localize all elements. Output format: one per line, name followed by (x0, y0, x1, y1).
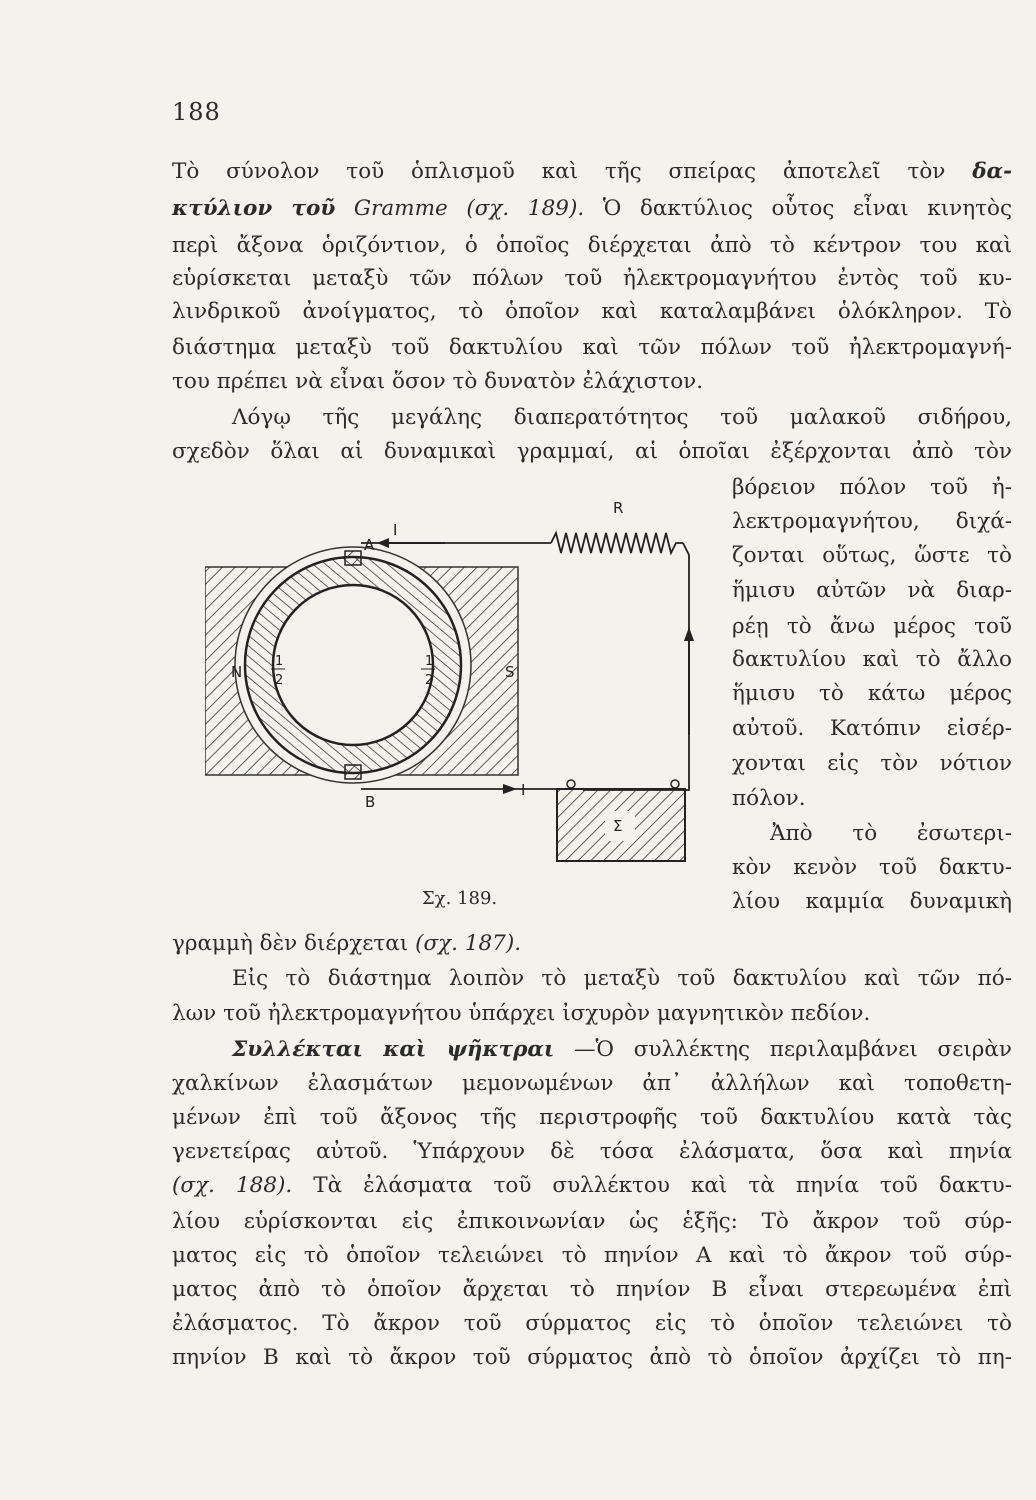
label-sigma: Σ (613, 817, 623, 835)
text-line: ζονται οὕτως, ὥστε τὸ (732, 543, 1012, 568)
text-line: σχεδὸν ὅλαι αἱ δυναμικαὶ γραμμαί, αἱ ὁποῖαι ἐξέρχονται ἀπὸ τὸν (172, 439, 1012, 464)
label-S: S (505, 663, 515, 681)
brush-a (345, 551, 361, 565)
text-line: (σχ. 188). Τὰ ἐλάσματα τοῦ συλλέκτου καὶ τὰ πηνία τοῦ δακτυ- (172, 1173, 1012, 1198)
label-half-left-num: 1 (275, 654, 284, 669)
term-bold: κτύλιον τοῦ (172, 196, 336, 221)
arrow-top-head (377, 538, 389, 548)
arrow-up-head (684, 627, 694, 641)
text-line: ρέῃ τὸ ἄνω μέρος τοῦ (732, 614, 1012, 639)
text-line: πόλον. (732, 786, 806, 811)
text-line: του πρέπει νὰ εἶναι ὅσον τὸ δυνατὸν ἐλάχιστον. (172, 369, 704, 394)
text-line: βόρειον πόλον τοῦ ἠ- (732, 475, 1012, 500)
text-line: χαλκίνων ἐλασμάτων μεμονωμένων ἀπ᾽ ἀλλήλων καὶ τοποθετη- (172, 1071, 1012, 1096)
text-line: λινδρικοῦ ἀνοίγματος, τὸ ὁποῖον καὶ καταλαμβάνει ὁλόκληρον. Τὸ (172, 299, 1012, 324)
label-half-left-den: 2 (275, 673, 284, 688)
section-heading: Συλλέκται καὶ ψῆκτραι (232, 1037, 555, 1062)
text-line: λων τοῦ ἠλεκτρομαγνήτου ὑπάρχει ἰσχυρὸν μαγνητικὸν πεδίον. (172, 1001, 871, 1026)
figure-caption: Σχ. 189. (422, 888, 498, 909)
arrow-bottom-head (503, 784, 517, 794)
figure-ref: (σχ. 187). (415, 931, 522, 956)
text-line: χονται εἰς τὸν νότιον (732, 751, 1012, 776)
label-I-top: I (393, 521, 398, 539)
text-line: ἥμισυ αὐτῶν νὰ διαρ- (732, 578, 1012, 603)
text-line: πηνίον Β καὶ τὸ ἄκρον τοῦ σύρματος ἀπὸ τὸ ὁποῖον ἀρχίζει τὸ πη- (172, 1345, 1012, 1370)
text-line: ματος εἰς τὸ ὁποῖον τελειώνει τὸ πηνίον Α καὶ τὸ ἄκρον τοῦ σύρ- (172, 1243, 1012, 1268)
label-A: A (364, 536, 375, 554)
label-R: R (613, 499, 624, 517)
text-line: κὸν κενὸν τοῦ δακτυ- (732, 855, 1012, 880)
label-half-right-num: 1 (425, 654, 434, 669)
text-line: ἐλάσματος. Τὸ ἄκρον τοῦ σύρματος εἰς τὸ ὁποῖον τελειώνει τὸ (172, 1311, 1012, 1336)
ring-inner (273, 585, 433, 745)
text-line: δακτυλίου καὶ τὸ ἄλλο (732, 647, 1012, 672)
right-wire (583, 543, 689, 790)
text-line: Ἀπὸ τὸ ἐσωτερι- (770, 821, 1012, 846)
text-line: Εἰς τὸ διάστημα λοιπὸν τὸ μεταξὺ τοῦ δακτυλίου καὶ τῶν πό- (232, 966, 1012, 991)
text-line: γραμμὴ δὲν διέρχεται (σχ. 187). (172, 931, 522, 956)
terminal-left (567, 780, 575, 788)
figure-ref: Gramme (σχ. 189). (335, 196, 585, 221)
resistor-R (551, 533, 683, 553)
text-line: ματος ἀπὸ τὸ ὁποῖον ἄρχεται τὸ πηνίον Β εἶναι στερεωμένα ἐπὶ (172, 1277, 1012, 1302)
section-heading-line: Συλλέκται καὶ ψῆκτραι —Ὁ συλλέκτης περιλαμβάνει σειρὰν (232, 1037, 1012, 1062)
text-line: εὑρίσκεται μεταξὺ τῶν πόλων τοῦ ἠλεκτρομαγνήτου ἐντὸς τοῦ κυ- (172, 266, 1012, 291)
term-bold: δα- (972, 159, 1012, 184)
text-line: διάστημα μεταξὺ τοῦ δακτυλίου καὶ τῶν πόλων τοῦ ἠλεκτρομαγνή- (172, 335, 1012, 360)
text-line: λίου εὑρίσκονται εἰς ἐπικοινωνίαν ὡς ἑξῆς: Τὸ ἄκρον τοῦ σύρ- (172, 1209, 1012, 1234)
label-B: B (365, 793, 376, 811)
text-line: ἥμισυ τὸ κάτω μέρος (732, 681, 1012, 706)
figure-gramme-ring (205, 495, 710, 875)
text-line: κτύλιον τοῦ Gramme (σχ. 189). Ὁ δακτύλιος οὗτος εἶναι κινητὸς (172, 196, 1012, 221)
text-line: μένων ἐπὶ τοῦ ἄξονος τῆς περιστροφῆς τοῦ δακτυλίου κατὰ τὰς (172, 1105, 1012, 1130)
text-line: Λόγῳ τῆς μεγάλης διαπερατότητος τοῦ μαλακοῦ σιδήρου, (232, 405, 1012, 430)
figure-ref: (σχ. 188). (172, 1173, 293, 1198)
text-line: αὐτοῦ. Κατόπιν εἰσέρ- (732, 716, 1012, 741)
brush-b (345, 765, 361, 779)
gramme-ring-diagram (205, 495, 710, 875)
label-N: N (231, 663, 243, 681)
text-line: περὶ ἄξονα ὁριζόντιον, ὁ ὁποῖος διέρχεται ἀπὸ τὸ κέντρον του καὶ (172, 233, 1012, 258)
text-line: λίου καμμία δυναμικὴ (732, 889, 1012, 914)
label-half-right-den: 2 (425, 673, 434, 688)
text-line: γενετείρας αὐτοῦ. Ὑπάρχουν δὲ τόσα ἐλάσματα, ὅσα καὶ πηνία (172, 1139, 1012, 1164)
label-I-bottom: I (521, 781, 526, 799)
terminal-right (671, 780, 679, 788)
text-line: λεκτρομαγνήτου, διχά- (732, 509, 1012, 534)
text-line: Τὸ σύνολον τοῦ ὁπλισμοῦ καὶ τῆς σπείρας ἀποτελεῖ τὸν δα- (172, 159, 1012, 184)
page-number: 188 (172, 98, 221, 126)
